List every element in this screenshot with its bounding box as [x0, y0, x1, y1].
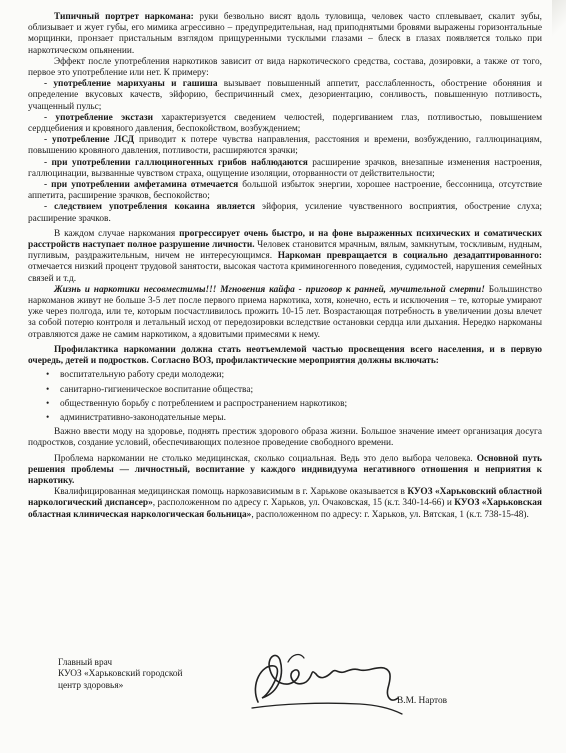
- incompatible-paragraph: [28, 285, 542, 341]
- signer-org: КУОЗ «Харьковский городской: [58, 669, 183, 680]
- signature-block: [0, 640, 566, 750]
- effect-lead: - при употреблении амфетамина отмечается: [44, 180, 239, 191]
- signer-org-line: центр здоровья»: [58, 680, 124, 691]
- prevention-paragraph: [28, 345, 542, 367]
- incompatible-bold: Жизнь и наркотики несовместимы!!! Мгновения кайфа - приговор к ранней, мучительной смерти!: [54, 284, 485, 295]
- signer-title: Главный врач: [58, 658, 113, 668]
- portrait-text: руки безвольно висят вдоль туловища, человек часто сплевывает, скалит зубы, облизывает и жует губы, его мимика агрессивно – предупредительная, над приподнятыми бровями выражены горизонтальные морщинки, пронзает пристальным взглядом прищуренными тусклыми глазами – блеск в глазах появляется только при наркотическом опьянении.: [28, 12, 542, 56]
- effects-intro: Эффект после употребления наркотиков зависит от вида наркотического средства, состава, дозировки, а также от того, первое это употребление или нет. К примеру:: [28, 56, 542, 79]
- effect-text: эйфория, усиление чувственного восприятия, обострение слуха; расширение зрачков.: [28, 202, 542, 224]
- effect-item: [28, 79, 542, 113]
- social-text: Проблема наркомании не столько медицинская, сколько социальная. Ведь это дело выбора человека.: [54, 453, 477, 464]
- progress-text: Человек становится мрачным, вялым, замкнутым, тоскливым, нудным, пугливым, раздражительным, ничем не интересующимся.: [28, 240, 543, 262]
- help-text: Квалифицированная медицинская помощь наркозависимым в г. Харькове оказывается в: [54, 487, 408, 498]
- list-item: • административно-законодательные меры.: [46, 413, 542, 424]
- effect-lead: - следствием употребления кокаина является: [44, 202, 256, 213]
- effect-item: [28, 158, 542, 180]
- help-text: , расположенном по адресу: г. Харьков, ул. Вятская, 1 (к.т. 738-15-48).: [251, 509, 529, 520]
- effect-text: характеризуется сведением челюстей, подергиванием глаз, потливостью, повышением сердцебиения и кровяного давления, беспокойством, возбуждением;: [28, 112, 542, 135]
- prevention-bold: Профилактика наркомании должна стать неотъемлемой частью просвещения всего населения, и в первую очередь, детей и подростков. Согласно ВОЗ, профилактические мероприятия должны включать:: [28, 344, 542, 367]
- effect-text: расширение зрачков, внезапные изменения настроения, галлюцинации, вызванные чувством страха, ощущение изоляции, оторванности от действительности;: [28, 157, 542, 179]
- list-item: • общественную борьбу с потреблением и распространением наркотиков;: [46, 399, 542, 410]
- list-item: • воспитательную работу среди молодежи;: [46, 370, 542, 381]
- signer-name: В.М. Нартов: [397, 696, 448, 706]
- progress-text: отмечается низкий процент трудовой занятости, высокая частота криминогенного поведения, судимостей, нарушения семейных связей и т.д.: [28, 262, 542, 284]
- social-paragraph: [28, 454, 542, 488]
- portrait-paragraph: [28, 12, 542, 57]
- effect-item: [28, 135, 542, 157]
- prevention-list: [28, 370, 542, 424]
- effect-item: [28, 180, 542, 202]
- effect-lead: - употребление экстази: [44, 112, 153, 123]
- effect-text: вызывает повышенный аппетит, расслабленность, обострение обоняния и определение вкусовых качеств, эйфорию, беспричинный смех, дезориентацию, сонливость, повышенную потливость, учащенный пульс;: [28, 79, 542, 112]
- help-paragraph: [28, 487, 542, 521]
- effect-item: [28, 113, 542, 135]
- help-bold: КУОЗ «Харьковский областной наркологический диспансер»: [28, 487, 542, 509]
- help-text: , расположенном по адресу г. Харьков, ул. Очаковская, 15 (к.т. 340-14-66) и: [152, 498, 455, 509]
- social-bold: Основной путь решения проблемы — личностный, воспитание у каждого индивидуума негативного отношения и неприятия к наркотику.: [28, 453, 542, 486]
- effect-text: приводит к потере чувства направления, расстояния и времени, возбуждению, галлюцинациям, повышению кровяного давления, потливости, расширяются зрачки;: [28, 135, 542, 157]
- incompatible-text: Большинство наркоманов живут не больше 3-5 лет после первого приема наркотика, хотя, конечно, есть и исключения – те, которые умирают уже через полгода, или те, которым посчастливилось прожить 10-15 лет. Возрастающая потребность в увеличении дозы влечет за собой потерю контроля и летальный исход от передозировки вследствие остановки сердца или дыхания. Нередко наркоманы отравляются даже не самим наркотиком, а ядовитыми примесями к нему.: [28, 284, 543, 340]
- effect-lead: - при употреблении галлюциногенных грибов наблюдаются: [44, 157, 308, 168]
- effect-lead: - употребление марихуаны и гашиша: [44, 79, 218, 90]
- progress-text: В каждом случае наркомания: [54, 228, 180, 239]
- progress-paragraph: [28, 229, 542, 285]
- effect-item: [28, 202, 542, 224]
- signer-position: [58, 658, 183, 692]
- page-fold-shadow: [552, 0, 566, 40]
- progress-bold: прогрессирует очень быстро, и на фоне выраженных психических и соматических расстройств наступает полное разрушение личности.: [28, 228, 543, 251]
- fashion-paragraph: Важно ввести моду на здоровье, поднять престиж здорового образа жизни. Большое значение имеет организация досуга подростков, создание условий, обеспечивающих полезное проведение свободного времени.: [28, 427, 542, 449]
- portrait-title: Типичный портрет наркомана:: [54, 12, 194, 22]
- effect-lead: - употребление ЛСД: [44, 135, 135, 146]
- handwritten-signature: [240, 644, 410, 724]
- progress-bold: Наркоман превращается в социально дезадаптированного:: [277, 251, 542, 262]
- list-item: • санитарно-гигиеническое воспитание общества;: [46, 385, 542, 396]
- effect-text: большой избыток энергии, хорошее настроение, бессонница, отсутствие аппетита, расширение зрачков, беспокойство;: [28, 180, 542, 202]
- help-bold: КУОЗ «Харьковская областная клиническая наркологическая больница»: [28, 498, 542, 520]
